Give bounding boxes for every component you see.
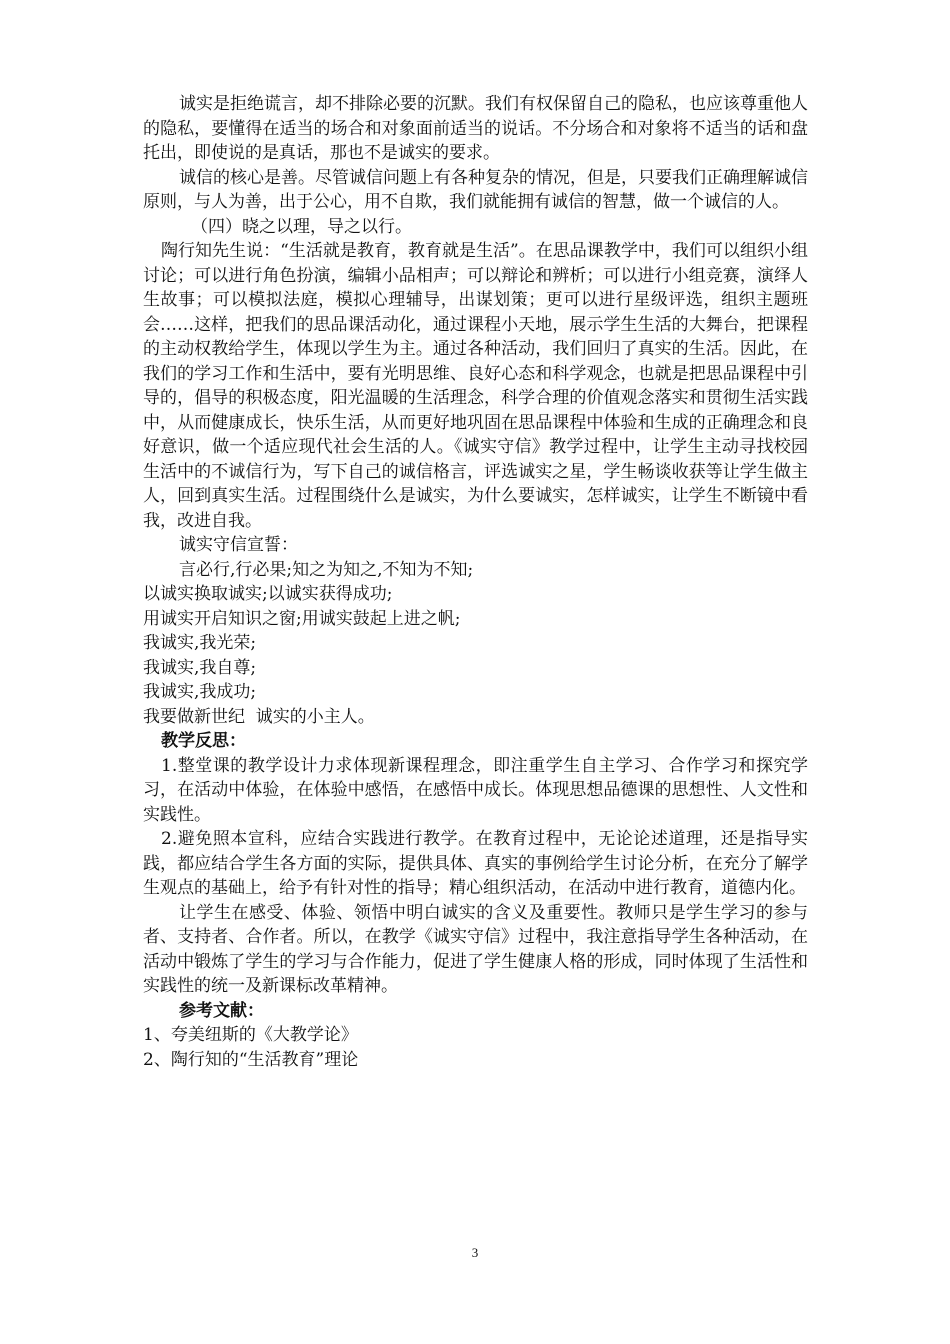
reference-item: 1、夸美纽斯的《大教学论》	[143, 1025, 358, 1045]
reference-item: 2、陶行知的“生活教育”理论	[143, 1049, 359, 1070]
reflection-item-1: 1.整堂课的教学设计力求体现新课程理念，即注重学生自主学习、合作学习和探究学习，在活动中体验，在体验中感悟，在感悟中成长。体现思想品德课的思想性、人文性和实践性。	[143, 755, 808, 825]
oath-line: 我诚实,我光荣;	[143, 633, 257, 653]
page-number: 3	[471, 1245, 479, 1260]
document-body	[143, 92, 808, 1072]
reflection-summary: 让学生在感受、体验、领悟中明白诚实的含义及重要性。教师只是学生学习的参与者、支持者、合作者。所以，在教学《诚实守信》过程中，我注意指导学生各种活动，在活动中锻炼了学生的学习与合作能力，促进了学生健康人格的形成，同时体现了生活性和实践性的统一及新课标改革精神。	[143, 902, 808, 996]
paragraph-tao-xingzhi: 陶行知先生说：“生活就是教育，教育就是生活”。在思品课教学中，我们可以组织小组讨论；可以进行角色扮演，编辑小品相声；可以辩论和辨析；可以进行小组竞赛，演绎人生故事；可以模拟法庭，模拟心理辅导，出谋划策；更可以进行星级评选，组织主题班会……这样，把我们的思品课活动化，通过课程小天地，展示学生生活的大舞台，把课程的主动权教给学生，体现以学生为主。通过各种活动，我们回归了真实的生活。因此，在我们的学习工作和生活中，要有光明思维、良好心态和科学观念，也就是把思品课程中引导的，倡导的积极态度，阳光温暖的生活理念，科学合理的价值观念落实和贯彻生活实践中，从而健康成长，快乐生活，从而更好地巩固在思品课程中体验和生成的正确理念和良好意识，做一个适应现代社会生活的人。《诚实守信》教学过程中，让学生主动寻找校园生活中的不诚信行为，写下自己的诚信格言，评选诚实之星，学生畅谈收获等让学生做主人，回到真实生活。过程围绕什么是诚实，为什么要诚实，怎样诚实，让学生不断镜中看我，改进自我。	[143, 241, 808, 531]
paragraph-honesty-silence: 诚实是拒绝谎言，却不排除必要的沉默。我们有权保留自己的隐私，也应该尊重他人的隐私，要懂得在适当的场合和对象面前适当的说话。不分场合和对象将不适当的话和盘托出，即使说的是真话，那也不是诚实的要求。	[143, 94, 808, 163]
paragraph-integrity-core: 诚信的核心是善。尽管诚信问题上有各种复杂的情况，但是，只要我们正确理解诚信原则，与人为善，出于公心，用不自欺，我们就能拥有诚信的智慧，做一个诚信的人。	[143, 167, 808, 212]
reflection-heading: 教学反思：	[161, 731, 246, 751]
oath-line: 以诚实换取诚实;以诚实获得成功;	[143, 584, 393, 604]
oath-title: 诚实守信宣誓：	[179, 535, 298, 555]
oath-line: 我要做新世纪 诚实的小主人。	[143, 706, 375, 727]
references-heading: 参考文献：	[179, 1000, 264, 1021]
section-heading-four: （四）晓之以理，导之以行。	[191, 216, 412, 237]
reflection-item-2: 2.避免照本宣科，应结合实践进行教学。在教育过程中，无论论述道理，还是指导实践，都应结合学生各方面的实际，提供具体、真实的事例给学生讨论分析，在充分了解学生观点的基础上，给予有针对性的指导；精心组织活动，在活动中进行教育，道德内化。	[143, 829, 808, 898]
oath-line: 我诚实,我自尊;	[143, 657, 257, 678]
oath-line: 我诚实,我成功;	[143, 682, 257, 702]
oath-line: 言必行,行必果;知之为知之,不知为不知;	[179, 559, 474, 580]
oath-line: 用诚实开启知识之窗;用诚实鼓起上进之帆;	[143, 608, 461, 629]
